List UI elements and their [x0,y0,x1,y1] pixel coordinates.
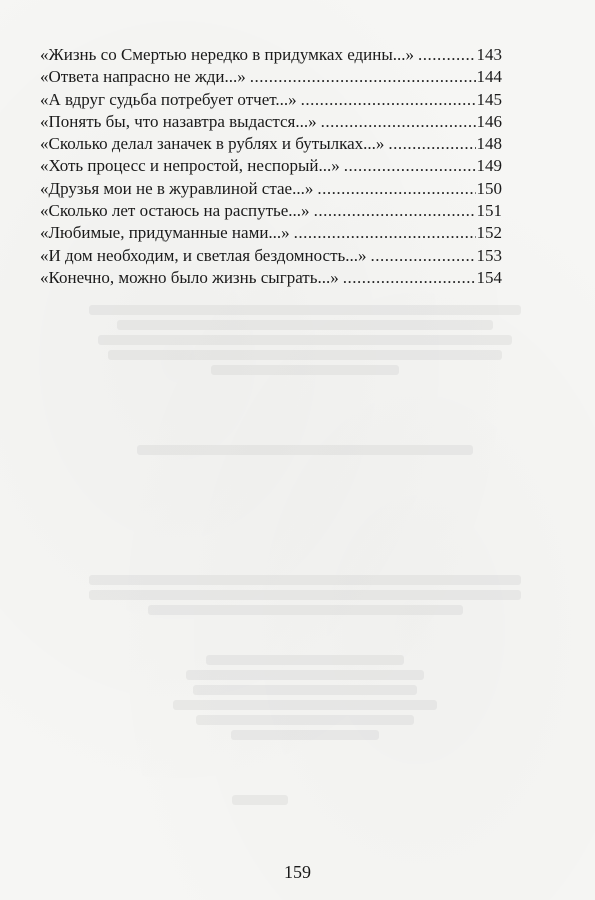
toc-entry-title: «Конечно, можно было жизнь сыграть...» [40,267,339,287]
show-through-text [220,790,300,810]
toc-entry [40,155,502,177]
toc-entry-title: «Любимые, придуманные нами...» [40,223,290,243]
toc-entry-page: 143 [476,45,502,64]
toc-leader-dots [418,44,475,66]
toc-entry-title: «И дом необходим, и светлая бездомность...» [40,245,367,265]
toc-leader-dots [314,200,476,222]
toc-entry-page: 148 [476,134,502,154]
toc-leader-dots [321,111,476,133]
toc-entry-title: «Жизнь со Смертью нередко в придумках едины...» [40,45,415,64]
toc-leader-dots [317,178,475,200]
toc-entry-title: «Сколько делал заначек в рублях и бутылках...» [40,134,385,154]
toc-entry-page: 150 [476,178,502,198]
toc-entry-page: 144 [476,67,502,87]
toc-entry [40,111,502,133]
toc-entry [40,245,502,267]
toc-entry-page: 151 [476,201,502,221]
toc-entry-page: 149 [476,156,502,176]
page-number: 159 [284,862,311,882]
toc-entry [40,267,502,289]
toc-entry-title: «Сколько лет остаюсь на распутье...» [40,201,310,221]
toc-leader-dots [371,245,476,267]
show-through-text [70,300,540,420]
toc-entry-title: «Понять бы, что назавтра выдастся...» [40,111,317,131]
toc-entry [40,178,502,200]
toc-leader-dots [343,267,476,289]
toc-entry-title: «Хоть процесс и непростой, неспорый...» [40,156,340,176]
toc-leader-dots [301,89,476,111]
toc-entry [40,44,502,66]
toc-entry-title: «А вдруг судьба потребует отчет...» [40,89,297,109]
show-through-text [140,650,470,780]
show-through-text [80,570,530,640]
toc-entry-page: 154 [476,267,502,287]
toc-entry [40,222,502,244]
table-of-contents [40,44,502,289]
toc-leader-dots [344,155,476,177]
toc-leader-dots [388,133,475,155]
toc-entry [40,133,502,155]
toc-entry [40,66,502,88]
toc-entry-page: 152 [476,223,502,243]
toc-leader-dots [250,66,476,88]
show-through-text [90,440,520,470]
toc-entry-title: «Ответа напрасно не жди...» [40,67,246,87]
toc-entry [40,89,502,111]
toc-leader-dots [294,222,476,244]
toc-entry [40,200,502,222]
toc-entry-title: «Друзья мои не в журавлиной стае...» [40,178,314,198]
toc-entry-page: 145 [476,89,502,109]
toc-entry-page: 153 [476,245,502,265]
toc-entry-page: 146 [476,111,502,131]
